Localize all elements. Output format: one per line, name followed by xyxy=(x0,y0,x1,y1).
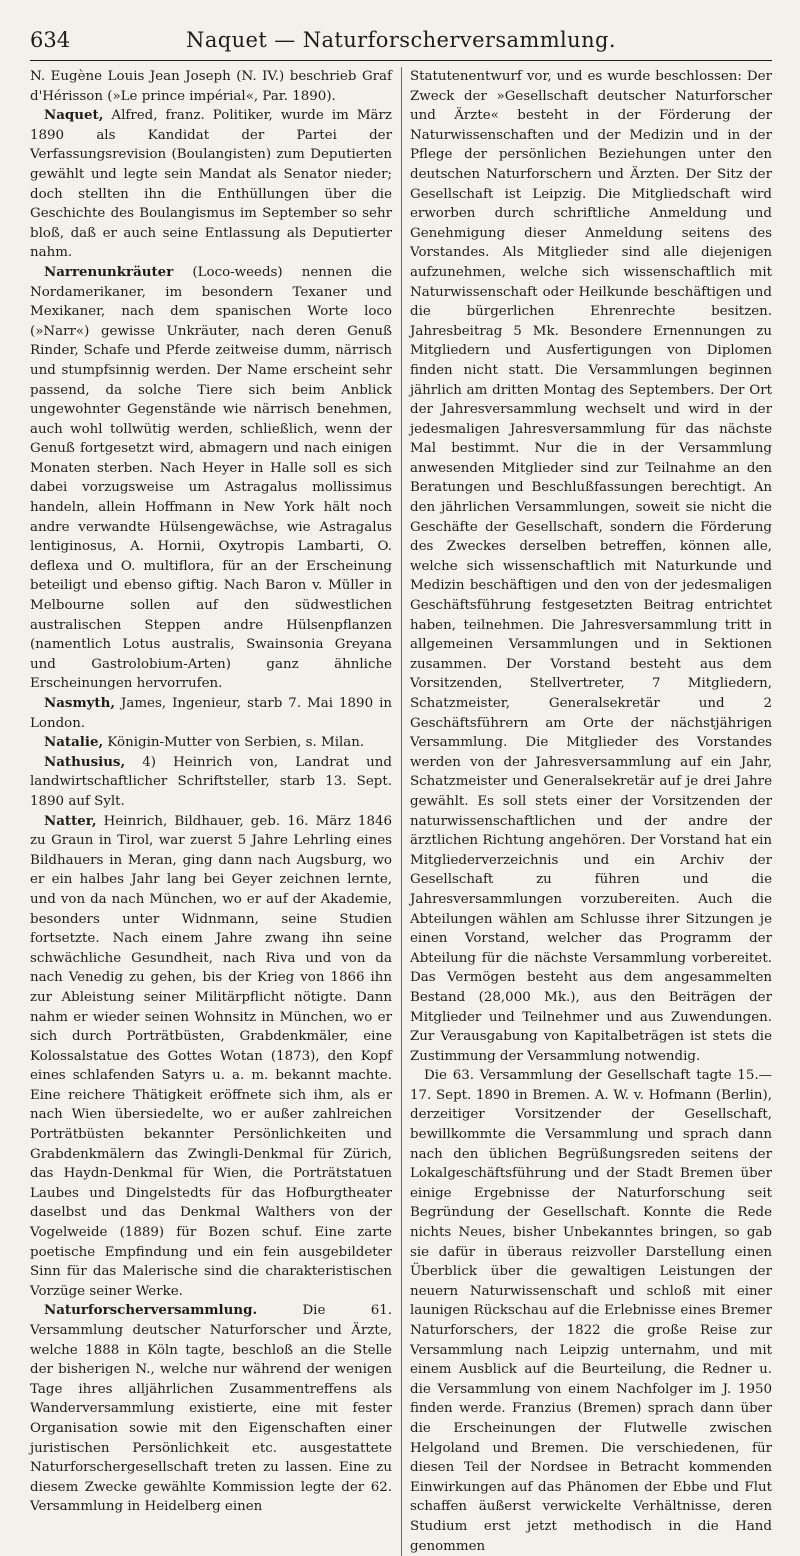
entry-nasmyth xyxy=(30,694,392,733)
lemma: Nasmyth, xyxy=(44,695,115,711)
entry-continuation: Statutenentwurf vor, und es wurde beschlossen: Der Zweck der »Gesellschaft deutscher Naturforscher und Ärzte« besteht in der Förderung der Naturwissenschaften und der Medizin und in der Pflege der persönlichen Beziehungen unter den deutschen Naturforschern und Ärzten. Der Sitz der Gesellschaft ist Leipzig. Die Mitgliedschaft wird erworben durch schriftliche Anmeldung und Genehmigung dieser Anmeldung seitens des Vorstandes. Als Mitglieder sind alle diejenigen aufzunehmen, welche sich wissenschaftlich mit Naturwissenschaft oder Heilkunde beschäftigen und die bürgerlichen Ehrenrechte besitzen. Jahresbeitrag 5 Mk. Besondere Ernennungen zu Mitgliedern und Ausfertigungen von Diplomen finden nicht statt. Die Versammlungen beginnen jährlich am dritten Montag des Septembers. Der Ort der Jahresversammlung wechselt und wird in der jedesmaligen Jahresversammlung für das nächste Mal bestimmt. Nur die in der Versammlung anwesenden Mitglieder sind zur Teilnahme an den Beratungen und Beschlußfassungen berechtigt. An den jährlichen Versammlungen, soweit sie nicht die Geschäfte der Gesellschaft, sondern die Förderung des Zweckes derselben betreffen, können alle, welche sich wissenschaftlich mit Naturkunde und Medizin beschäftigen und den von der jedesmaligen Geschäftsführung festgesetzten Beitrag entrichtet haben, teilnehmen. Die Jahresversammlung tritt in allgemeinen Versammlungen und in Sektionen zusammen. Der Vorstand besteht aus dem Vorsitzenden, Stellvertreter, 7 Mitgliedern, Schatzmeister, Generalsekretär und 2 Geschäftsführern am Orte der nächstjährigen Versammlung. Die Mitglieder des Vorstandes werden von der Jahresversammlung auf ein Jahr, Schatzmeister und Generalsekretär auf je drei Jahre gewählt. Es soll stets einer der Vorsitzenden der naturwissenschaftlichen und der andre der ärztlichen Richtung angehören. Der Vorstand hat ein Mitgliederverzeichnis und ein Archiv der Gesellschaft zu führen und die Jahresversammlungen vorzubereiten. Auch die Abteilungen wählen am Schlusse ihrer Sitzungen je einen Vorstand, welcher das Programm der Abteilung für die nächste Versammlung vorbereitet. Das Vermögen besteht aus dem angesammelten Bestand (28,000 Mk.), aus den Beiträgen der Mitglieder und Teilnehmer und aus Zuwendungen. Zur Verausgabung von Kapitalbeträgen ist stets die Zustimmung der Versammlung notwendig. xyxy=(410,69,772,1064)
entry-natalie xyxy=(30,733,392,753)
page-number: 634 xyxy=(30,28,71,52)
lemma: Narrenunkräuter xyxy=(44,263,174,280)
entry-nathusius xyxy=(30,753,392,812)
text-columns xyxy=(30,67,772,1556)
lemma: Natalie, xyxy=(44,734,104,751)
entry-continuation: N. Eugène Louis Jean Joseph (N. IV.) beschrieb Graf d'Hérisson (»Le prince impérial«, Par. 1890). xyxy=(30,69,392,104)
entry-narrenunkraeuter xyxy=(30,263,392,694)
lemma: Naquet, xyxy=(44,107,104,124)
entry-text: (Loco-weeds) nennen die Nordamerikaner, im besondern Texaner und Mexikaner, nach dem spanischen Worte loco (»Narr«) gewisse Unkräuter, nach deren Genuß Rinder, Schafe und Pferde zeitweise dumm, närrisch und stumpfsinnig werden. Der Name erscheint sehr passend, da solche Tiere sich beim Anblick ungewohnter Gegenstände wie närrisch benehmen, auch wohl tollwütig werden, schließlich, wenn der Genuß fortgesetzt wird, abmagern und nach einigen Monaten sterben. Nach Heyer in Halle soll es sich dabei vorzugsweise um Astragalus mollissimus handeln, allein Hoffmann in New York hält noch andre verwandte Hülsengewächse, wie Astragalus lentiginosus, A. Hornii, Oxytropis Lambarti, O. deflexa und O. multiflora, für an der Erscheinung beteiligt und ebenso giftig. Nach Baron v. Müller in Melbourne sollen auf den südwestlichen australischen Steppen andre Hülsenpflanzen (namentlich Lotus australis, Swainsonia Greyana und Gastrolobium-Arten) ganz ähnliche Erscheinungen hervorrufen. xyxy=(30,264,392,692)
entry-text: Königin-Mutter von Serbien, s. Milan. xyxy=(103,735,365,751)
entry-text: Heinrich, Bildhauer, geb. 16. März 1846 zu Graun in Tirol, war zuerst 5 Jahre Lehrling eines Bildhauers in Meran, ging dann nach Augsburg, wo er ein halbes Jahr lang bei Geyer zeichnen lernte, und von da nach München, wo er auf der Akademie, besonders unter Widnmann, seine Studien fortsetzte. Nach einem Jahre zwang ihn seine schwächliche Gesundheit, nach Riva und von da nach Venedig zu gehen, bis der Krieg von 1866 ihn zur Ableistung seiner Militärpflicht nötigte. Dann nahm er wieder seinen Wohnsitz in München, wo er sich durch Porträtbüsten, Grabdenkmäler, eine Kolossalstatue des Gottes Wotan (1873), den Kopf eines schlafenden Satyrs u. a. m. bekannt machte. Eine reichere Thätigkeit eröffnete sich ihm, als er nach Wien übersiedelte, wo er außer zahlreichen Porträtbüsten bekannter Persönlichkeiten und Grabdenkmälern das Zwingli-Denkmal für Zürich, das Haydn-Denkmal für Wien, die Porträtstatuen Laubes und Dingelstedts für das Hofburgtheater daselbst und das Denkmal Walthers von der Vogelweide (1889) für Bozen schuf. Eine zarte poetische Empfindung und ein fein ausgebildeter Sinn für das Malerische sind die charakteristischen Vorzüge seiner Werke. xyxy=(30,813,392,1299)
entry-naturforscherversammlung xyxy=(30,1301,392,1517)
entry-natter xyxy=(30,812,392,1302)
lemma: Naturforscherversammlung. xyxy=(44,1302,258,1319)
running-title: Naquet — Naturforscherversammlung. xyxy=(186,28,616,52)
entry-text: 4) Heinrich von, Landrat und landwirtschaftlicher Schriftsteller, starb 13. Sept. 1890 auf Sylt. xyxy=(30,754,392,809)
lemma: Nathusius, xyxy=(44,753,126,770)
lemma: Natter, xyxy=(44,812,97,829)
left-column xyxy=(30,67,392,1556)
entry-text: James, Ingenieur, starb 7. Mai 1890 in London. xyxy=(30,696,392,731)
column-divider xyxy=(401,67,402,1556)
page-header xyxy=(30,26,772,61)
entry-text: Alfred, franz. Politiker, wurde im März 1890 als Kandidat der Partei der Verfassungsrevision (Boulangisten) zum Deputierten gewählt und legte sein Mandat als Senator nieder; doch stellten ihn die Enthüllungen über die Geschichte des Boulangismus im September so sehr bloß, daß er auch seine Entlassung als Deputierter nahm. xyxy=(30,108,392,261)
right-column xyxy=(410,67,772,1556)
paragraph-63-versammlung: Die 63. Versammlung der Gesellschaft tagte 15.—17. Sept. 1890 in Bremen. A. W. v. Hofmann (Berlin), derzeitiger Vorsitzender der Gesellschaft, bewillkommte die Versammlung und sprach dann nach den üblichen Begrüßungsreden seitens der Lokalgeschäftsführung und der Stadt Bremen über einige Ergebnisse der Naturforschung seit Begründung der Gesellschaft. Konnte die Rede nichts Neues, bisher Unbekanntes bringen, so gab sie dafür in überaus reizvoller Darstellung einen Überblick über die gewaltigen Leistungen der neuern Naturwissenschaft und schloß mit einer launigen Rückschau auf die Erlebnisse eines Bremer Naturforschers, der 1822 die große Reise zur Versammlung nach Leipzig unternahm, und mit einem Ausblick auf die Beurteilung, die Redner u. die Versammlung von einem Nachfolger im J. 1950 finden werde. Franzius (Bremen) sprach dann über die Erscheinungen der Flutwelle zwischen Helgoland und Bremen. Die verschiedenen, für diesen Teil der Nordsee in Betracht kommenden Einwirkungen auf das Phänomen der Ebbe und Flut schaffen äußerst verwickelte Verhältnisse, deren Studium erst jetzt methodisch in die Hand genommen xyxy=(410,1068,772,1554)
entry-text: Die 61. Versammlung deutscher Naturforscher und Ärzte, welche 1888 in Köln tagte, beschloß an die Stelle der bisherigen N., welche nur während der wenigen Tage ihres alljährlichen Zusammentreffens als Wanderversammlung existierte, eine mit fester Organisation sowie mit den Eigenschaften einer juristischen Persönlichkeit etc. ausgestattete Naturforschergesellschaft treten zu lassen. Eine zu diesem Zwecke gewählte Kommission legte der 62. Versammlung in Heidelberg einen xyxy=(30,1303,392,1515)
entry-naquet xyxy=(30,106,392,263)
